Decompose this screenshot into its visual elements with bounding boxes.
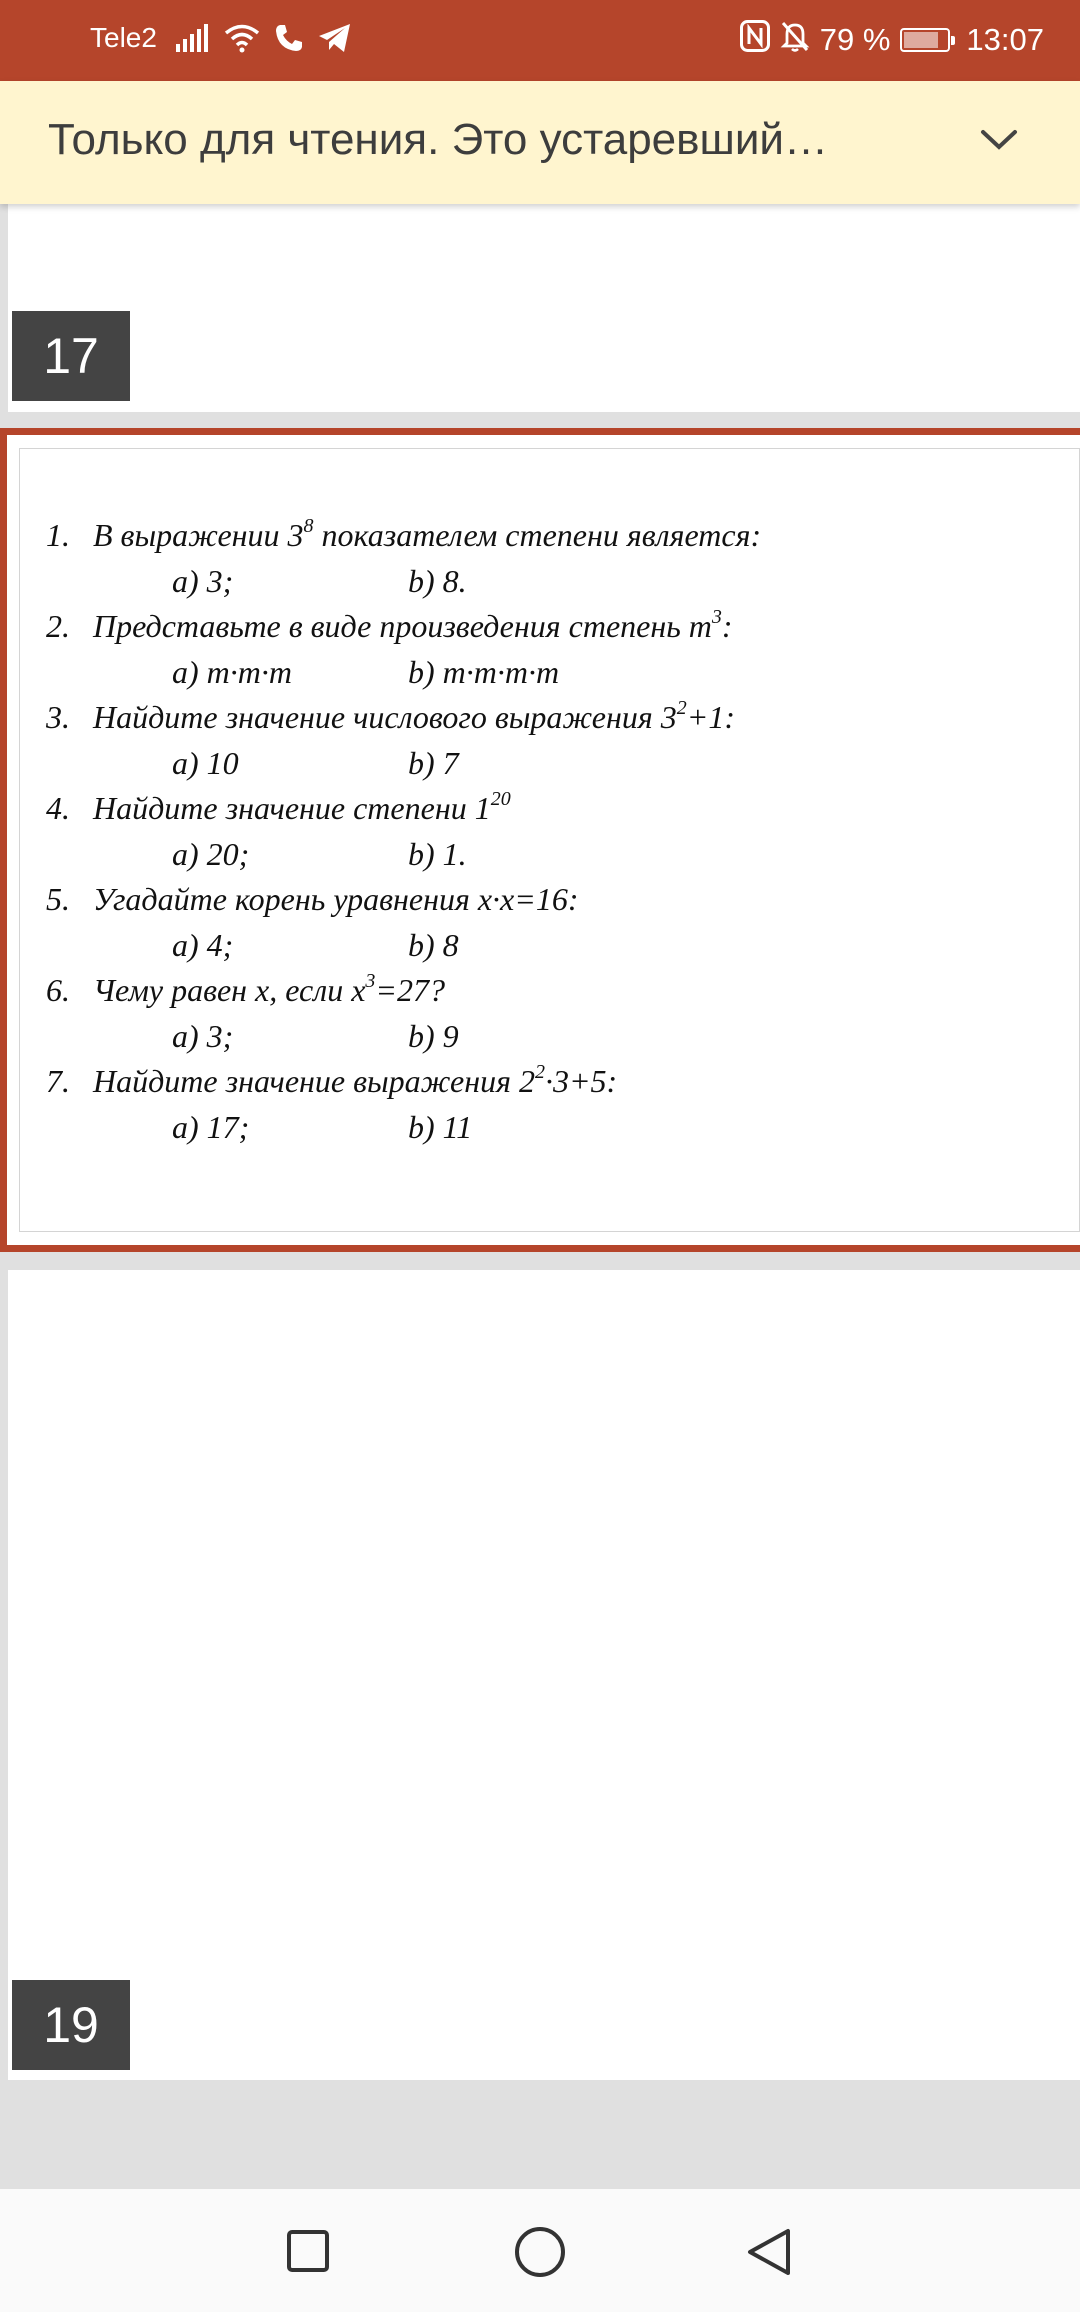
question-number: 6. — [46, 972, 70, 1008]
answer-a: a) 10 — [172, 744, 239, 781]
answer-a: a) m·m·m — [172, 653, 292, 690]
answer-a: a) 3; — [172, 1017, 234, 1054]
question-expression-tail: : — [721, 608, 733, 644]
slide-17-thumbnail[interactable] — [8, 204, 1080, 412]
question-exponent: 2 — [676, 697, 687, 719]
answer-b: b) 8 — [408, 926, 459, 963]
answer-b: b) 9 — [408, 1017, 459, 1054]
slide-19-thumbnail[interactable] — [8, 1270, 1080, 2080]
question-expression: 1 — [474, 790, 491, 826]
slide-content — [19, 448, 1080, 1232]
answers-7 — [46, 1105, 761, 1151]
question-6 — [46, 968, 761, 1014]
answers-1 — [46, 559, 761, 605]
question-number: 5. — [46, 881, 70, 917]
battery-percent: 79 % — [819, 22, 891, 57]
question-exponent: 20 — [490, 788, 511, 810]
question-3 — [46, 695, 761, 741]
question-number: 1. — [46, 517, 70, 553]
question-expression-tail: показателем степени является: — [313, 517, 762, 553]
question-expression: m — [688, 608, 712, 644]
wifi-icon — [224, 23, 260, 57]
slide-number-17: 17 — [12, 311, 130, 401]
question-number: 2. — [46, 608, 70, 644]
phone-icon — [274, 23, 304, 57]
question-number: 7. — [46, 1063, 70, 1099]
answers-4 — [46, 832, 761, 878]
circle-icon[interactable] — [514, 2226, 566, 2282]
answers-3 — [46, 741, 761, 787]
status-bar — [0, 0, 1080, 81]
question-5 — [46, 877, 761, 923]
chevron-down-icon[interactable] — [980, 128, 1018, 156]
answer-a: a) 3; — [172, 562, 234, 599]
question-7 — [46, 1059, 761, 1105]
answer-b: b) m·m·m·m — [408, 653, 560, 690]
question-expression-tail: ·3+5: — [544, 1063, 618, 1099]
question-text: В выражении — [93, 517, 280, 553]
signal-icon — [176, 24, 210, 56]
question-text: Найдите значение степени — [93, 790, 475, 826]
question-exponent: 3 — [365, 970, 376, 992]
question-expression-tail: +1: — [686, 699, 735, 735]
battery-icon — [900, 28, 950, 52]
question-4 — [46, 786, 761, 832]
clock: 13:07 — [966, 22, 1044, 57]
navigation-bar — [0, 2189, 1080, 2312]
answer-a: a) 17; — [172, 1108, 250, 1145]
question-expression: 3 — [287, 517, 304, 553]
question-text: Найдите значение выражения — [93, 1063, 519, 1099]
question-expression: x — [351, 972, 366, 1008]
question-text: Угадайте корень уравнения — [93, 881, 478, 917]
question-number: 3. — [46, 699, 70, 735]
bell-off-icon — [780, 20, 810, 60]
question-list — [46, 513, 761, 1150]
answer-b: b) 1. — [408, 835, 467, 872]
question-expression: 2 — [518, 1063, 535, 1099]
question-number: 4. — [46, 790, 70, 826]
carrier-name: Tele2 — [90, 22, 157, 53]
question-text: Чему равен x, если — [93, 972, 352, 1008]
question-exponent: 3 — [711, 606, 722, 628]
question-1 — [46, 513, 761, 559]
answers-2 — [46, 650, 761, 696]
question-expression-tail: =27? — [375, 972, 445, 1008]
answer-b: b) 8. — [408, 562, 467, 599]
nfc-icon — [740, 20, 770, 60]
answer-a: a) 20; — [172, 835, 250, 872]
question-text: Представьте в виде произведения степень — [93, 608, 681, 644]
answer-a: a) 4; — [172, 926, 234, 963]
slide-number-19: 19 — [12, 1980, 130, 2070]
telegram-icon — [318, 23, 352, 57]
question-expression: x·x=16: — [477, 881, 579, 917]
question-exponent: 8 — [303, 515, 314, 537]
answer-b: b) 11 — [408, 1108, 473, 1145]
read-only-banner[interactable] — [0, 81, 1080, 204]
answers-6 — [46, 1014, 761, 1060]
square-icon[interactable] — [286, 2229, 330, 2277]
question-exponent: 2 — [534, 1061, 545, 1083]
question-expression: 3 — [660, 699, 677, 735]
triangle-back-icon[interactable] — [746, 2227, 792, 2281]
answer-b: b) 7 — [408, 744, 459, 781]
banner-text: Только для чтения. Это устаревший… — [48, 115, 828, 164]
question-text: Найдите значение числового выражения — [93, 699, 661, 735]
question-2 — [46, 604, 761, 650]
answers-5 — [46, 923, 761, 969]
active-slide[interactable] — [0, 428, 1080, 1252]
